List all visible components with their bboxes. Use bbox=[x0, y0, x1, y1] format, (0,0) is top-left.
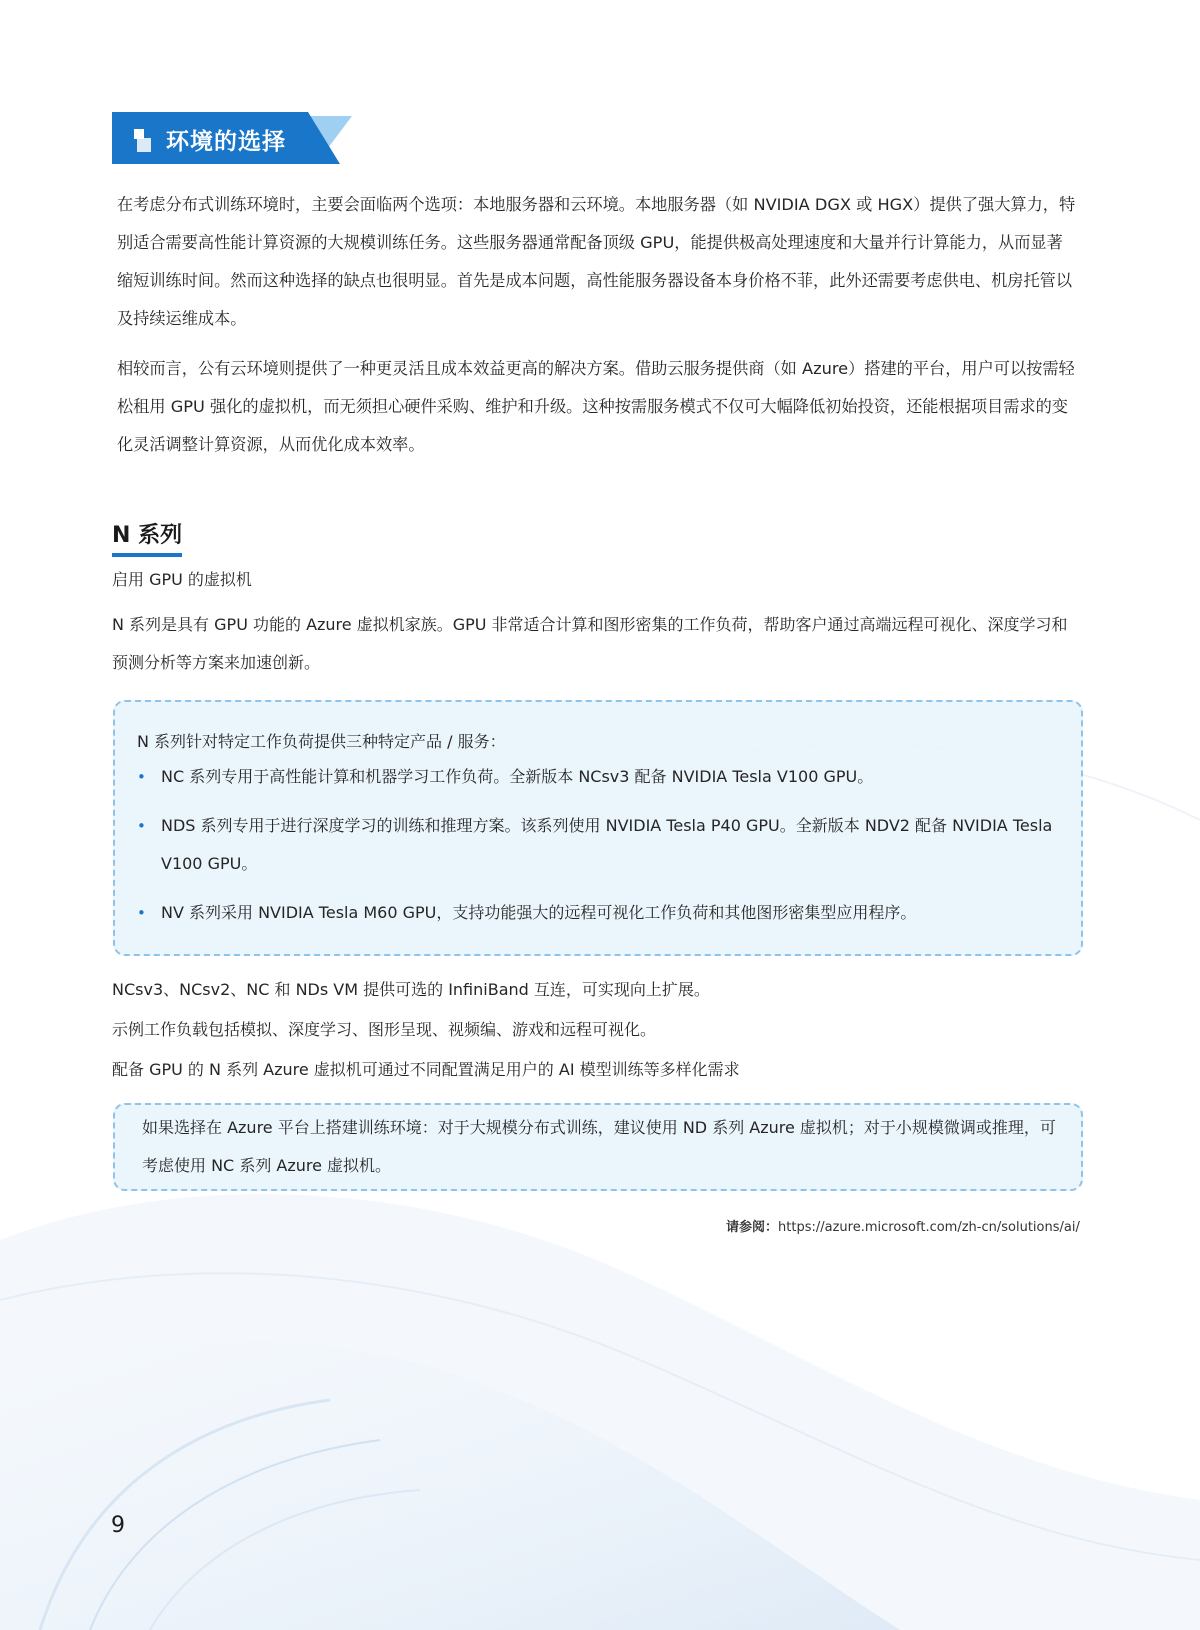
n-series-description: N 系列是具有 GPU 功能的 Azure 虚拟机家族。GPU 非常适合计算和图形密集的工作负荷，帮助客户通过高端远程可视化、深度学习和预测分析等方案来加速创新。 bbox=[112, 615, 1068, 672]
reference-label: 请参阅： bbox=[726, 1220, 779, 1235]
list-item-text: NV 系列采用 NVIDIA Tesla M60 GPU，支持功能强大的远程可视化工作负荷和其他图形密集型应用程序。 bbox=[161, 903, 917, 922]
recommendation-box bbox=[113, 1103, 1083, 1191]
section-title: 环境的选择 bbox=[166, 129, 286, 155]
bullet-icon: • bbox=[137, 817, 146, 835]
list-item bbox=[137, 758, 1057, 796]
n-series-products-box bbox=[113, 700, 1083, 956]
bullet-icon: • bbox=[137, 904, 146, 922]
intro-paragraph-1: 在考虑分布式训练环境时，主要会面临两个选项：本地服务器和云环境。本地服务器（如 NVIDIA DGX 或 HGX）提供了强大算力，特别适合需要高性能计算资源的大规模训练任务。这些服务器通常配备顶级 GPU，能提供极高处理速度和大量并行计算能力，从而显著缩短训练时间。然而这种选择的缺点也很明显。首先是成本问题，高性能服务器设备本身价格不菲，此外还需要考虑供电、机房托管以及持续运维成本。 bbox=[117, 195, 1076, 328]
intro-paragraph-2: 相较而言，公有云环境则提供了一种更灵活且成本效益更高的解决方案。借助云服务提供商（如 Azure）搭建的平台，用户可以按需轻松租用 GPU 强化的虚拟机，而无须担心硬件采购、维护和升级。这种按需服务模式不仅可大幅降低初始投资，还能根据项目需求的变化灵活调整计算资源，从而优化成本效率。 bbox=[117, 359, 1075, 454]
products-box-title: N 系列针对特定工作负荷提供三种特定产品 / 服务： bbox=[137, 732, 506, 751]
n-series-subtitle: 启用 GPU 的虚拟机 bbox=[112, 570, 252, 589]
reference-line bbox=[726, 1216, 1080, 1235]
n-series-heading: N 系列 bbox=[112, 522, 182, 557]
list-item bbox=[137, 894, 1057, 932]
recommendation-text: 如果选择在 Azure 平台上搭建训练环境：对于大规模分布式训练，建议使用 ND 系列 Azure 虚拟机；对于小规模微调或推理，可考虑使用 NC 系列 Azure 虚拟机。 bbox=[142, 1118, 1056, 1175]
products-list bbox=[137, 758, 1057, 943]
reference-link[interactable]: https://azure.microsoft.com/zh-cn/solutions/ai/ bbox=[778, 1220, 1080, 1235]
section-banner bbox=[112, 112, 352, 164]
list-item-text: NDS 系列专用于进行深度学习的训练和推理方案。该系列使用 NVIDIA Tesla P40 GPU。全新版本 NDV2 配备 NVIDIA Tesla V100 GPU。 bbox=[161, 816, 1053, 873]
workload-examples: 示例工作负载包括模拟、深度学习、图形呈现、视频编、游戏和远程可视化。 bbox=[112, 1020, 657, 1039]
infiniband-note: NCsv3、NCsv2、NC 和 NDs VM 提供可选的 InfiniBand 互连，可实现向上扩展。 bbox=[112, 980, 710, 999]
page-number: 9 bbox=[111, 1513, 125, 1538]
list-item-text: NC 系列专用于高性能计算和机器学习工作负荷。全新版本 NCsv3 配备 NVIDIA Tesla V100 GPU。 bbox=[161, 767, 874, 786]
configuration-note: 配备 GPU 的 N 系列 Azure 虚拟机可通过不同配置满足用户的 AI 模型训练等多样化需求 bbox=[112, 1060, 740, 1079]
list-item bbox=[137, 807, 1057, 883]
bullet-icon: • bbox=[137, 768, 146, 786]
